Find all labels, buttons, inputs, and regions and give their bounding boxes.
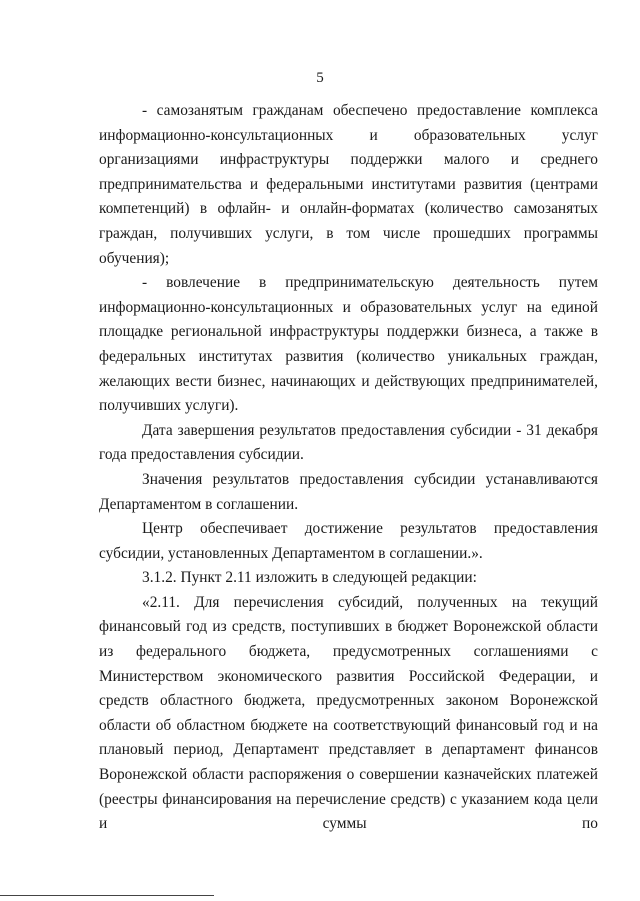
paragraph-clause-3-1-2: 3.1.2. Пункт 2.11 изложить в следующей редакции:: [142, 569, 477, 587]
page-number: 5: [316, 70, 324, 86]
paragraph-completion-date: Дата завершения результатов предоставления субсидии - 31 декабря года предоставления субсидии.: [99, 421, 598, 464]
paragraph-clause-2-11: «2.11. Для перечисления субсидий, полученных на текущий финансовый год из средств, поступивших в бюджет Воронежской области из федерального бюджета, предусмотренных соглашениями с Министерством экономического развития Российской Федерации, и средств областного бюджета, предусмотренных законом Воронежской области об областном бюджете на соответствующий финансовый год и на плановый период, Департамент представляет в департамент финансов Воронежской области распоряжения о совершении казначейских платежей (реестры финансирования на перечисление средств) с указанием кода цели и суммы по: [99, 593, 598, 833]
paragraph-involvement: - вовлечение в предпринимательскую деятельность путем информационно-консультационных и образовательных услуг на единой площадке региональной инфраструктуры поддержки бизнеса, а также в федеральных институтах развития (количество уникальных граждан, желающих вести бизнес, начинающих и действующих предпринимателей, получивших услуги).: [99, 274, 598, 415]
page-bottom-rule: [0, 895, 214, 896]
paragraph-center-ensures: Центр обеспечивает достижение результатов предоставления субсидии, установленных Департаментом в соглашении.».: [99, 520, 598, 562]
paragraph-result-values: Значения результатов предоставления субсидии устанавливаются Департаментом в соглашении.: [99, 470, 598, 513]
document-body: [99, 99, 598, 837]
paragraph-self-employed: - самозанятым гражданам обеспечено предоставление комплекса информационно-консультационных и образовательных услуг организациями инфраструктуры поддержки малого и среднего предпринимательства и федеральными институтами развития (центрами компетенций) в офлайн- и онлайн-форматах (количество самозанятых граждан, получивших услуги, в том числе прошедших программы обучения);: [99, 102, 598, 267]
